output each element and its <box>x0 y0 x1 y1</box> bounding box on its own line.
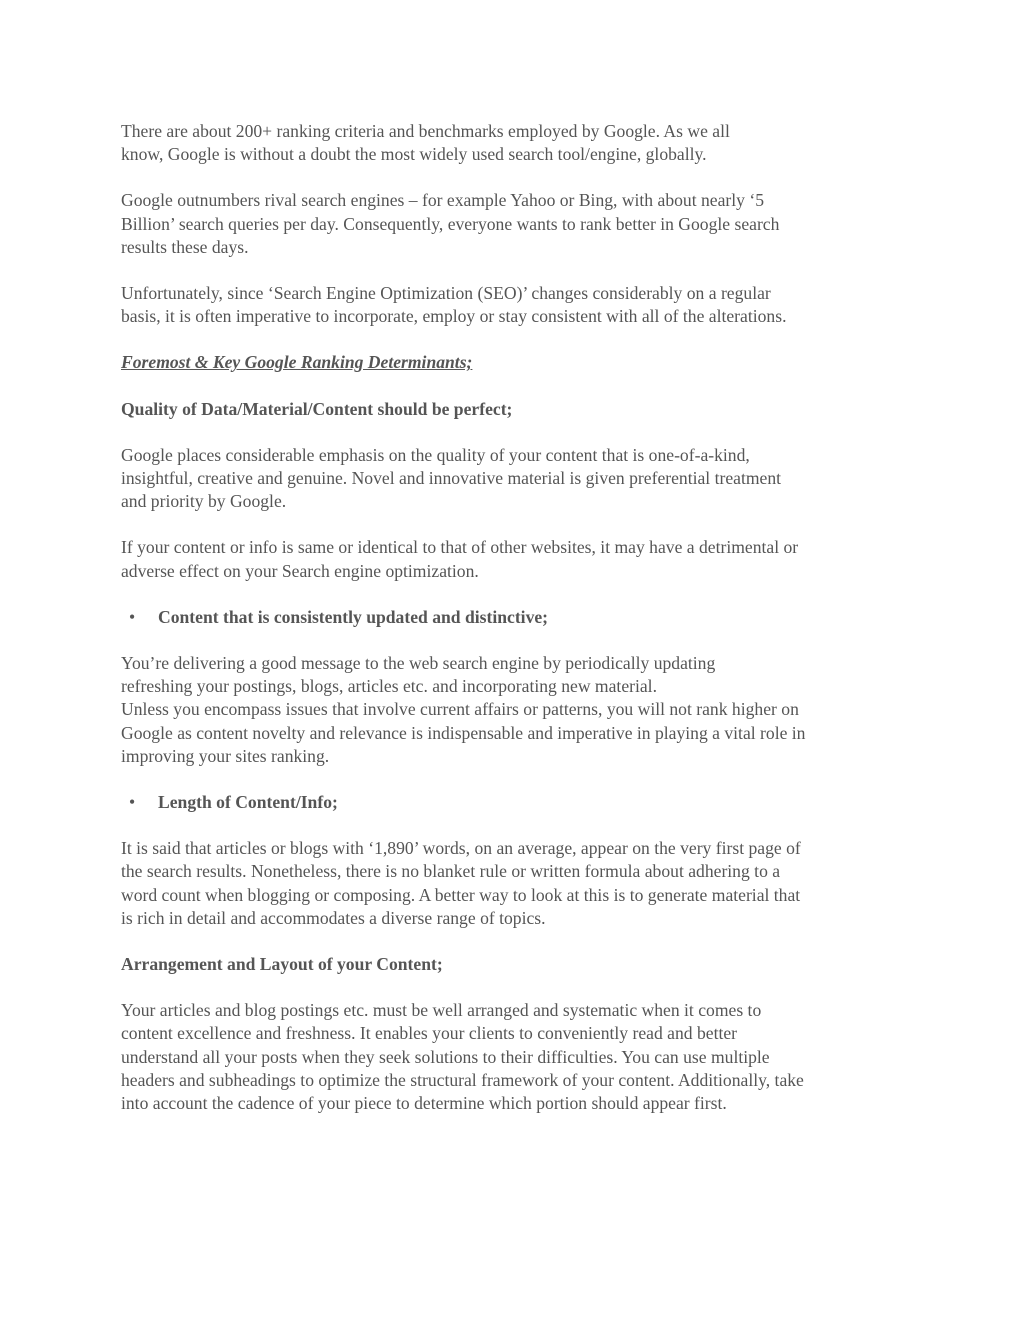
paragraph-updating <box>121 652 911 698</box>
text-line: understand all your posts when they seek solutions to their difficulties. You can use multiple <box>121 1046 770 1067</box>
paragraph-arrangement <box>121 999 911 1115</box>
text-line: into account the cadence of your piece to determine which portion should appear first. <box>121 1093 727 1114</box>
text-line: headers and subheadings to optimize the structural framework of your content. Additionally, take <box>121 1069 804 1090</box>
text-line: and priority by Google. <box>121 491 287 512</box>
text-line: is rich in detail and accommodates a diverse range of topics. <box>121 907 546 928</box>
text-line: Billion’ search queries per day. Consequently, everyone wants to rank better in Google search <box>121 213 780 234</box>
text-line: results these days. <box>121 236 249 257</box>
paragraph-current-affairs <box>121 698 911 768</box>
text-line: Unless you encompass issues that involve current affairs or patterns, you will not rank higher on <box>121 699 799 720</box>
document-page <box>121 120 911 1138</box>
bullet-icon: • <box>129 606 136 627</box>
bullet-item-content-length <box>121 791 911 814</box>
text-line: know, Google is without a doubt the most widely used search tool/engine, globally. <box>121 144 707 165</box>
paragraph-seo-changes <box>121 282 911 328</box>
bullet-icon: • <box>129 792 136 813</box>
text-line: word count when blogging or composing. A better way to look at this is to generate material that <box>121 884 801 905</box>
bullet-text: Length of Content/Info; <box>158 792 338 813</box>
text-line: content excellence and freshness. It enables your clients to conveniently read and better <box>121 1023 738 1044</box>
text-line: basis, it is often imperative to incorporate, employ or stay consistent with all of the alterations. <box>121 306 787 327</box>
text-line: adverse effect on your Search engine optimization. <box>121 560 479 581</box>
text-line: Google as content novelty and relevance is indispensable and imperative in playing a vital role in <box>121 722 806 743</box>
text-line: Unfortunately, since ‘Search Engine Optimization (SEO)’ changes considerably on a regular <box>121 283 771 304</box>
paragraph-word-count <box>121 837 911 930</box>
text-line: There are about 200+ ranking criteria and benchmarks employed by Google. As we all <box>121 121 730 141</box>
bullet-item-updated-content <box>121 606 911 629</box>
paragraph-duplicate-content <box>121 536 911 582</box>
paragraph-quality-emphasis <box>121 444 911 514</box>
subheading-quality: Quality of Data/Material/Content should be perfect; <box>121 398 513 419</box>
text-line: Google outnumbers rival search engines – for example Yahoo or Bing, with about nearly ‘5 <box>121 190 765 211</box>
section-heading: Foremost & Key Google Ranking Determinants; <box>121 352 473 373</box>
text-line: Google places considerable emphasis on the quality of your content that is one-of-a-kind, <box>121 444 750 465</box>
bullet-text: Content that is consistently updated and distinctive; <box>158 606 549 627</box>
text-line: If your content or info is same or identical to that of other websites, it may have a detrimental or <box>121 537 799 558</box>
paragraph-intro <box>121 120 911 166</box>
text-line: It is said that articles or blogs with ‘1,890’ words, on an average, appear on the very first page of <box>121 838 801 859</box>
text-line: Your articles and blog postings etc. must be well arranged and systematic when it comes to <box>121 1000 762 1021</box>
paragraph-google-share <box>121 189 911 259</box>
text-line: refreshing your postings, blogs, articles etc. and incorporating new material. <box>121 676 657 697</box>
text-line: insightful, creative and genuine. Novel and innovative material is given preferential treatment <box>121 468 782 489</box>
text-line: You’re delivering a good message to the web search engine by periodically updating <box>121 653 716 674</box>
text-line: improving your sites ranking. <box>121 745 330 766</box>
subheading-arrangement: Arrangement and Layout of your Content; <box>121 954 443 975</box>
text-line: the search results. Nonetheless, there is no blanket rule or written formula about adhering to a <box>121 861 781 882</box>
